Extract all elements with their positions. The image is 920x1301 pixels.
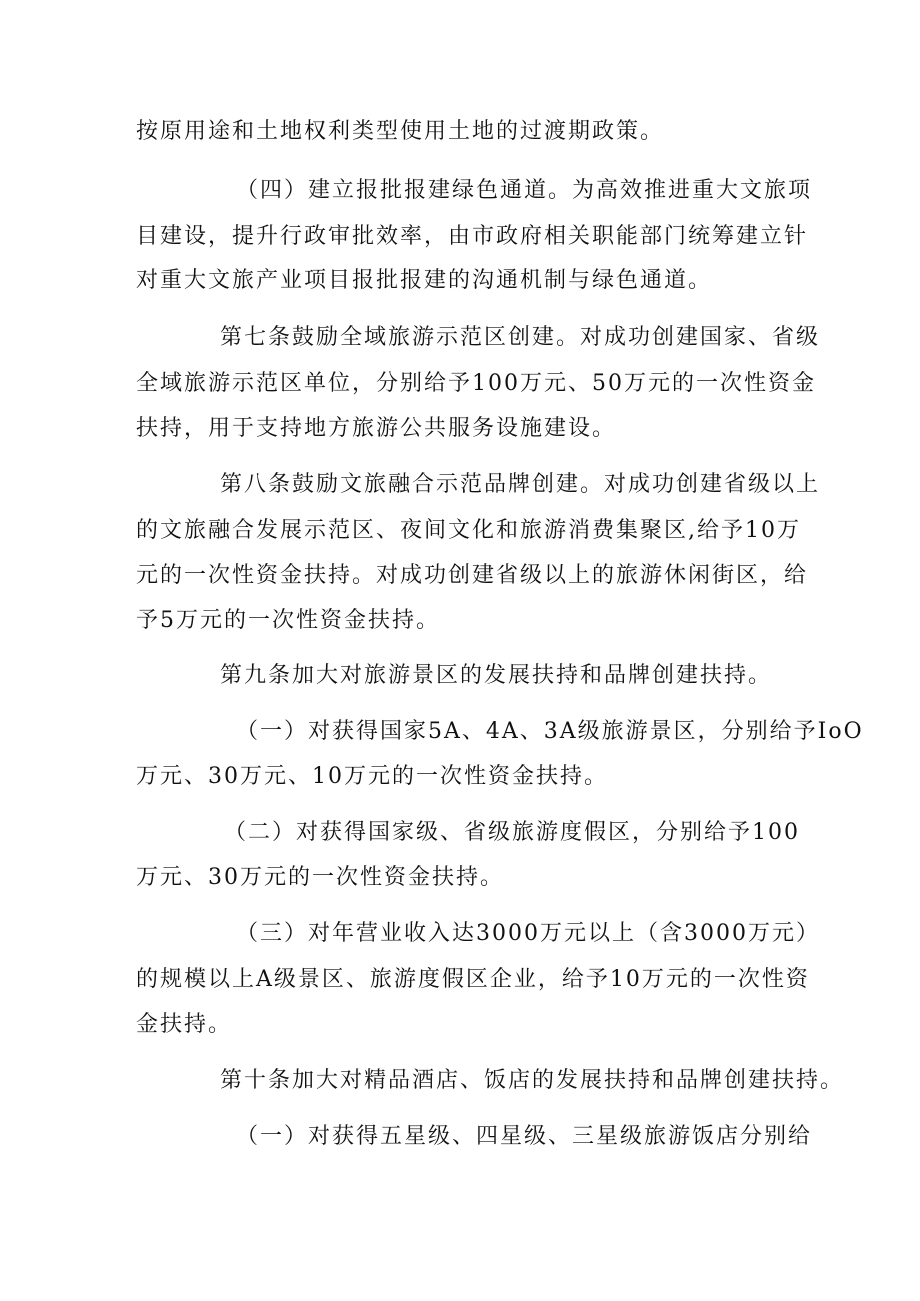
text-line-3: 目建设，提升行政审批效率，由市政府相关职能部门统筹建立针 (136, 224, 809, 249)
text-line-5: 第七条鼓励全域旅游示范区创建。对成功创建国家、省级 (220, 325, 821, 350)
text-line-11: 予5万元的一次性资金扶持。 (136, 608, 440, 633)
text-line-13: （一）对获得国家5A、4A、3A级旅游景区，分别给予IoO (236, 719, 864, 744)
text-line-20: 第十条加大对精品酒店、饭店的发展扶持和品牌创建扶持。 (220, 1068, 845, 1093)
text-line-6: 全域旅游示范区单位，分别给予100万元、50万元的一次性资金 (136, 371, 816, 396)
text-line-15: （二）对获得国家级、省级旅游度假区，分别给予100 (224, 820, 800, 845)
text-line-19: 金扶持。 (136, 1012, 233, 1037)
text-line-16: 万元、30万元的一次性资金扶持。 (136, 865, 504, 890)
text-line-7: 扶持，用于支持地方旅游公共服务设施建设。 (136, 416, 617, 441)
text-line-8: 第八条鼓励文旅融合示范品牌创建。对成功创建省级以上 (220, 472, 821, 497)
text-line-4: 对重大文旅产业项目报批报建的沟通机制与绿色通道。 (136, 268, 713, 293)
text-line-2: （四）建立报批报建绿色通道。为高效推进重大文旅项 (236, 178, 813, 203)
text-line-10: 元的一次性资金扶持。对成功创建省级以上的旅游休闲街区，给 (136, 563, 809, 588)
text-line-17: （三）对年营业收入达3000万元以上（含3000万元） (236, 921, 820, 946)
text-line-18: 的规模以上A级景区、旅游度假区企业，给予10万元的一次性资 (136, 967, 810, 992)
text-line-9: 的文旅融合发展示范区、夜间文化和旅游消费集聚区,给予10万 (136, 518, 801, 543)
text-line-14: 万元、30万元、10万元的一次性资金扶持。 (136, 764, 608, 789)
text-line-1: 按原用途和土地权利类型使用土地的过渡期政策。 (136, 119, 665, 144)
text-line-21: （一）对获得五星级、四星级、三星级旅游饭店分别给 (236, 1124, 813, 1149)
text-line-12: 第九条加大对旅游景区的发展扶持和品牌创建扶持。 (220, 663, 773, 688)
